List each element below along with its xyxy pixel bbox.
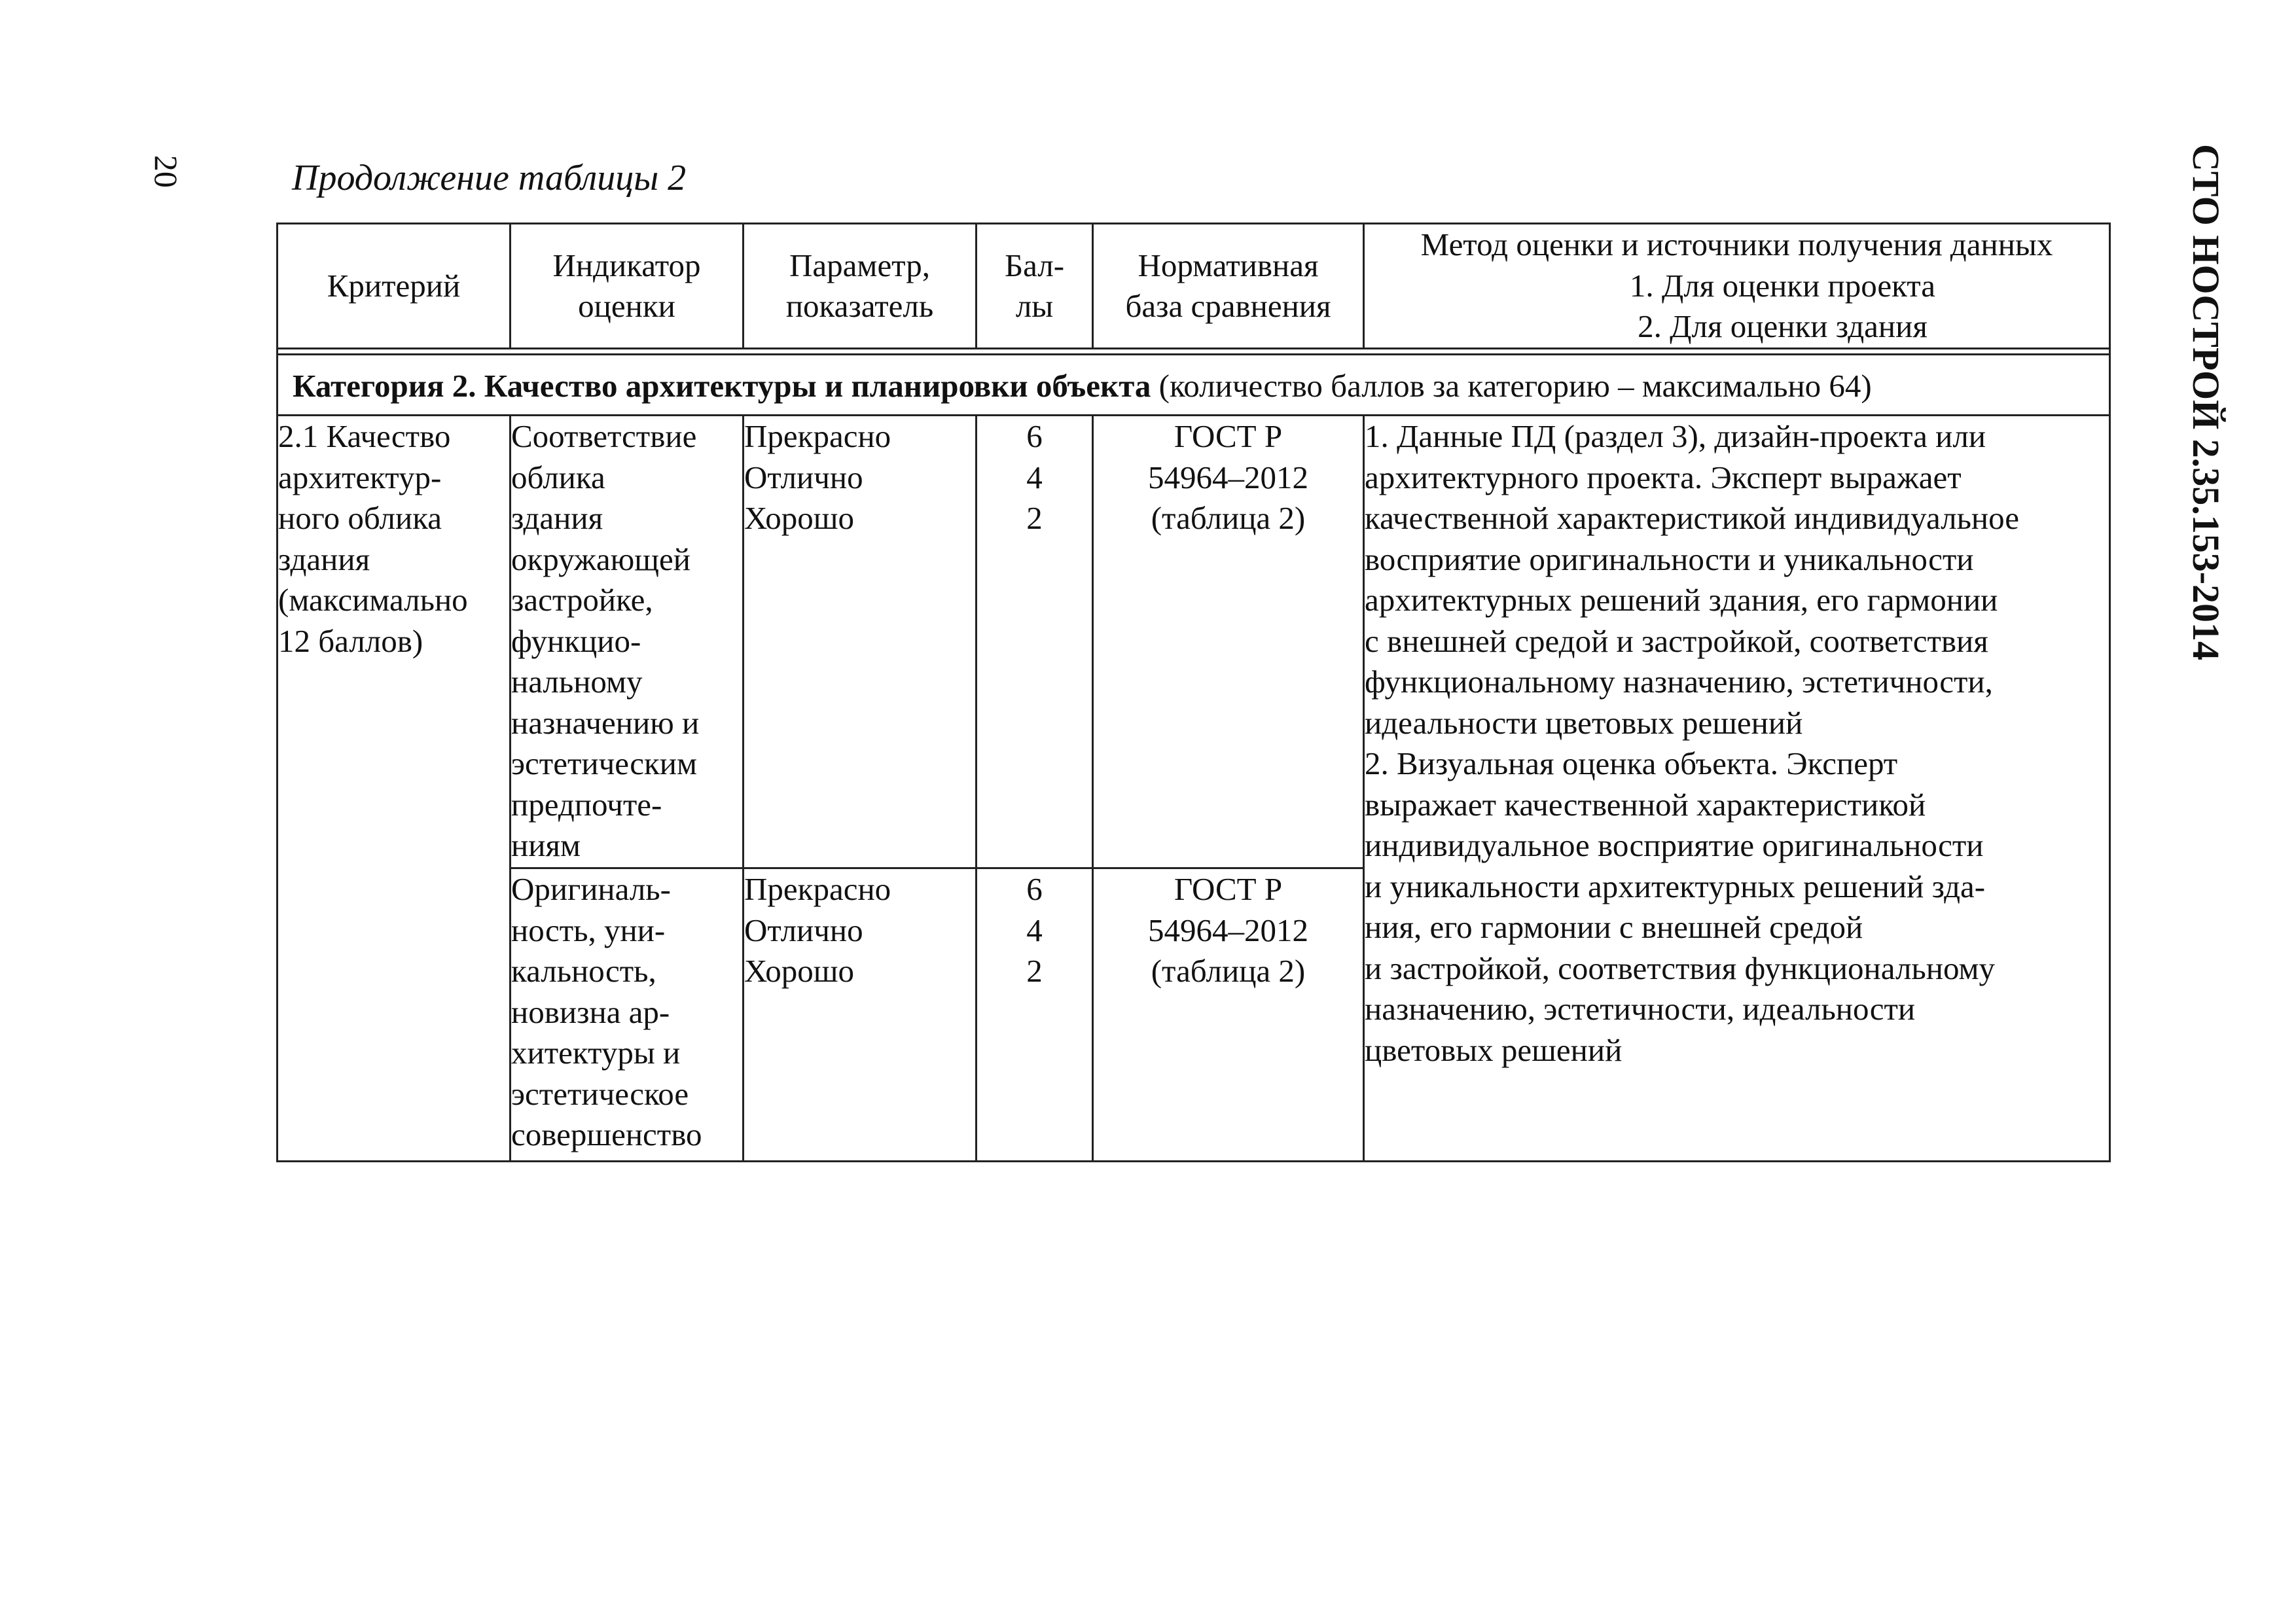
text-line: Бал- [1004,247,1065,283]
text-line: лы [1015,288,1054,324]
text-line: архитектур- [278,459,442,495]
text-line: 2 [1026,953,1043,989]
text-line: 1. Данные ПД (раздел 3), дизайн-проекта или [1365,418,1986,454]
text-line: облика [511,459,605,495]
text-line: (таблица 2) [1151,953,1306,989]
text-line: хитектуры и [511,1035,681,1071]
text-line: 2 [1026,500,1043,536]
text-line: назначению и [511,704,700,741]
text-line: база сравнения [1125,288,1331,324]
category-cell [278,355,2110,416]
text-line: архитектурных решений здания, его гармонии [1365,582,1998,618]
text-line: Хорошо [744,953,855,989]
page-number: 20 [148,155,185,188]
points-cell [977,416,1093,868]
header-points [977,224,1093,349]
header-method [1364,224,2110,349]
header-criterion [278,224,511,349]
normative-cell [1093,868,1364,1162]
text-line: Оригиналь- [511,871,671,907]
text-line: с внешней средой и застройкой, соответствия [1365,622,1988,659]
text-line: показатель [785,288,934,324]
text-line: нальному [511,664,643,700]
text-line: 2. Визуальная оценка объекта. Эксперт [1365,745,1898,781]
header-separator-cell [278,349,2110,355]
text-line: эстетическое [511,1075,689,1112]
text-line: Хорошо [744,500,855,536]
text-line: 4 [1026,912,1043,948]
text-line: Индикатор [552,247,701,283]
text-line: Соответствие [511,418,697,454]
header-indicator [511,224,744,349]
text-line: Отлично [744,459,863,495]
text-line: оценки [578,288,675,324]
text-line: Прекрасно [744,418,891,454]
text-line: совершенство [511,1116,702,1152]
text-line: выражает качественной характеристикой [1365,786,1926,823]
text-line: ГОСТ Р [1174,418,1283,454]
text-line: Нормативная [1138,247,1319,283]
document-code [2166,144,2245,668]
header-separator [278,349,2110,355]
header-method-title: Метод оценки и источники получения данных [1420,226,2053,263]
text-line: 4 [1026,459,1043,495]
text-line: назначению, эстетичности, идеальности [1365,991,1916,1027]
text-line: архитектурного проекта. Эксперт выражает [1365,459,1962,495]
text-line: ния, его гармонии с внешней средой [1365,909,1863,945]
table-caption: Продолжение таблицы 2 [292,158,687,198]
text-line: функциональному назначению, эстетичности, [1365,664,1993,700]
parameter-cell [744,416,977,868]
normative-cell [1093,416,1364,868]
text-line: 6 [1026,871,1043,907]
text-line: 2.1 Качество [278,418,451,454]
document-code-text: СТО НОСТРОЙ 2.35.153-2014 [2185,144,2227,661]
text-line: кальность, [511,953,656,989]
text-line: 54964–2012 [1148,459,1308,495]
text-line: Отлично [744,912,863,948]
text-line: предпочте- [511,786,662,823]
text-line: ность, уни- [511,912,666,948]
text-line: цветовых решений [1365,1031,1623,1068]
text-line: и застройкой, соответствия функциональному [1365,950,1996,986]
header-row [278,224,2110,349]
text-line: ниям [511,827,581,863]
text-line: идеальности цветовых решений [1365,704,1803,741]
parameter-cell [744,868,977,1162]
text-line: (таблица 2) [1151,500,1306,536]
indicator-cell [511,868,744,1162]
text-line: индивидуальное восприятие оригинальности [1365,827,1984,863]
text-line: функцио- [511,622,641,659]
assessment-table [276,223,2111,1162]
text-line: новизна ар- [511,993,670,1030]
method-cell [1364,416,2110,1162]
header-normative [1093,224,1364,349]
category-note: (количество баллов за категорию – максимально 64) [1151,367,1872,404]
table-row [278,416,2110,868]
criterion-cell [278,416,511,1162]
header-method-item-1: 1. Для оценки проекта [1629,267,1936,304]
text-line: Прекрасно [744,871,891,907]
text-line: Параметр, [789,247,930,283]
text-line: здания [278,541,370,577]
text-line: ГОСТ Р [1174,871,1283,907]
indicator-cell [511,416,744,868]
text-line: эстетическим [511,745,697,781]
text-line: здания [511,500,603,536]
text-line: (максимально [278,582,468,618]
text-line: качественной характеристикой индивидуальное [1365,500,2020,536]
header-parameter [744,224,977,349]
text-line: и уникальности архитектурных решений зда- [1365,868,1986,904]
text-line: 54964–2012 [1148,912,1308,948]
text-line: ного облика [278,500,442,536]
text-line: 12 баллов) [278,622,423,659]
text-line: Критерий [327,267,461,304]
header-method-item-2: 2. Для оценки здания [1638,308,1928,345]
text-line: 6 [1026,418,1043,454]
text-line: восприятие оригинальности и уникальности [1365,541,1974,577]
text-line: застройке, [511,582,653,618]
points-cell [977,868,1093,1162]
category-row [278,355,2110,416]
text-line: окружающей [511,541,691,577]
category-title: Категория 2. Качество архитектуры и планировки объекта [293,367,1151,404]
